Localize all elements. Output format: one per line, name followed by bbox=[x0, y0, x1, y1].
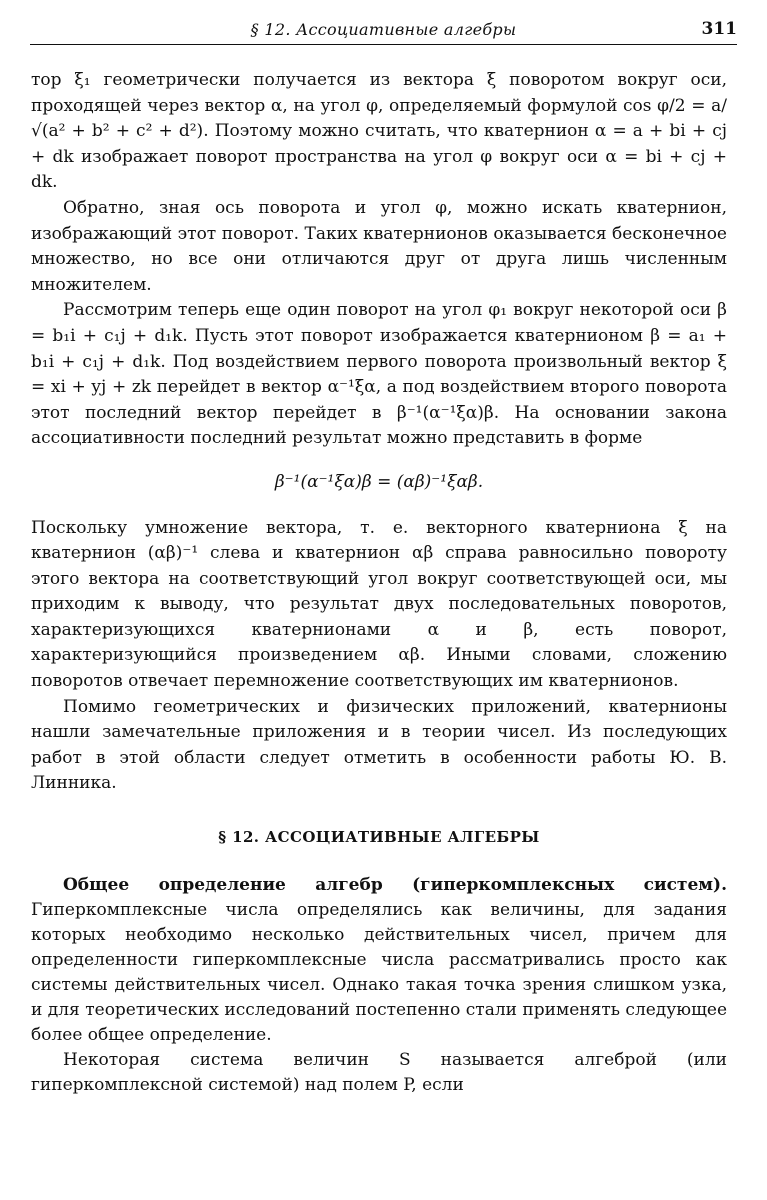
paragraph-composition: Поскольку умножение вектора, т. е. векторного кватерниона ξ на кватернион (αβ)⁻¹ слева и кватернион αβ справа равносильно повороту этого вектора на соответствующий угол вокруг соответствующей оси, мы приходим к выводу, что результат двух последовательных поворотов, характеризующихся кватернионами α и β, есть поворот, характеризующийся произведением αβ. Иными словами, сложению поворотов отвечает перемножение соответствующих им кватернионов. bbox=[31, 517, 727, 692]
page-body bbox=[31, 68, 727, 1098]
paragraph-rotation-axis: тор ξ₁ геометрически получается из вектора ξ поворотом вокруг оси, проходящей через вектор α, на угол φ, определяемый формулой cos φ/2 = a/√(a² + b² + c² + d²). Поэтому можно считать, что кватернион α = a + bi + cj + dk изображает поворот пространства на угол φ вокруг оси α = bi + cj + dk. bbox=[31, 70, 727, 193]
paragraph-general-definition-text: Гиперкомплексные числа определялись как величины, для задания которых необходимо несколько действительных чисел, причем для определенности гиперкомплексные числа рассматривались просто как системы действительных чисел. Однако такая точка зрения слишком узка, и для теоретических исследований постепенно стали применять следующее более общее определение. bbox=[31, 899, 727, 1045]
formula-associativity: β⁻¹(α⁻¹ξα)β = (αβ)⁻¹ξαβ. bbox=[274, 471, 484, 492]
page-number: 311 bbox=[701, 19, 737, 39]
running-header-title: § 12. Ассоциативные алгебры bbox=[250, 20, 517, 39]
paragraph-general-definition bbox=[31, 873, 727, 1048]
paragraph-inverse-problem: Обратно, зная ось поворота и угол φ, можно искать кватернион, изображающий этот поворот. Таких кватернионов оказывается бесконечное множество, но все они отличаются друг от друга лишь численным множителем. bbox=[31, 197, 727, 295]
run-in-heading: Общее определение алгебр (гиперкомплексных систем). bbox=[63, 874, 727, 895]
running-header bbox=[30, 14, 737, 45]
paragraph-second-rotation: Рассмотрим теперь еще один поворот на угол φ₁ вокруг некоторой оси β = b₁i + c₁j + d₁k. Пусть этот поворот изображается кватернионом β = a₁ + b₁i + c₁j + d₁k. Под воздействием первого поворота произвольный вектор ξ = xi + yj + zk перейдет в вектор α⁻¹ξα, а под воздействием второго поворота этот последний вектор перейдет в β⁻¹(α⁻¹ξα)β. На основании закона ассоциативности последний результат можно представить в форме bbox=[31, 300, 727, 449]
paragraph-applications: Помимо геометрических и физических приложений, кватернионы нашли замечательные приложения и в теории чисел. Из последующих работ в этой области следует отметить в особенности работы Ю. В. Линника. bbox=[31, 696, 727, 794]
paragraph-algebra-definition: Некоторая система величин S называется алгеброй (или гиперкомплексной системой) над полем P, если bbox=[31, 1049, 727, 1095]
section-heading: § 12. АССОЦИАТИВНЫЕ АЛГЕБРЫ bbox=[218, 828, 540, 847]
